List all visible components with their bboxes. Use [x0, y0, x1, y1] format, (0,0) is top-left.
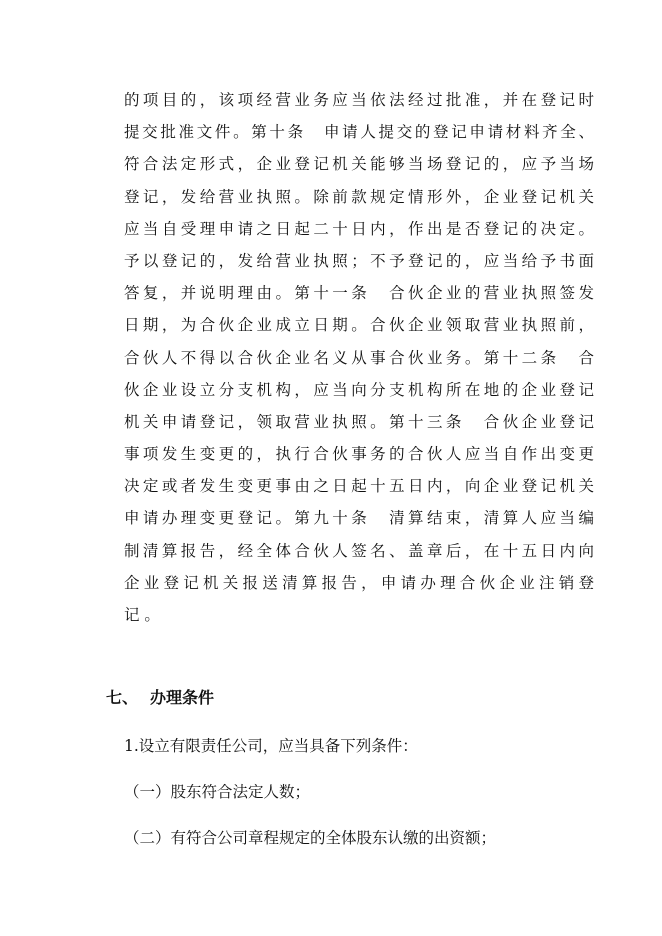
- condition-intro: 1.设立有限责任公司，应当具备下列条件：: [124, 737, 418, 755]
- paragraph-line: 制清算报告，经全体合伙人签名、盖章后，在十五日内向: [124, 541, 594, 560]
- paragraph-line: 的项目的，该项经营业务应当依法经过批准，并在登记时: [124, 91, 594, 109]
- section-heading: [106, 685, 214, 708]
- paragraph-line: 企业登记机关报送清算报告，申请办理合伙企业注销登: [124, 573, 594, 592]
- paragraph-line: 合伙人不得以合伙企业名义从事合伙业务。第十二条 合: [124, 348, 594, 367]
- paragraph-line: 答复，并说明理由。第十一条 合伙企业的营业执照签发: [124, 284, 594, 303]
- paragraph-line: 机关申请登记，领取营业执照。第十三条 合伙企业登记: [124, 412, 594, 431]
- body-paragraph: [124, 84, 594, 631]
- section-title: 办理条件: [150, 688, 215, 707]
- paragraph-line: 事项发生变更的，执行合伙事务的合伙人应当自作出变更: [124, 445, 594, 464]
- paragraph-line: 登记，发给营业执照。除前款规定情形外，企业登记机关: [124, 187, 594, 206]
- section-number: 七、: [106, 688, 139, 707]
- condition-item: （二）有符合公司章程规定的全体股东认缴的出资额；: [124, 829, 497, 847]
- paragraph-line: 记 。: [124, 606, 160, 624]
- paragraph-line: 符合法定形式，企业登记机关能够当场登记的，应予当场: [124, 155, 594, 174]
- paragraph-line: 申请办理变更登记。第九十条 清算结束，清算人应当编: [124, 509, 594, 528]
- paragraph-line: 应当自受理申请之日起二十日内，作出是否登记的决定。: [124, 219, 594, 238]
- paragraph-line: 伙企业设立分支机构，应当向分支机构所在地的企业登记: [124, 380, 594, 399]
- paragraph-line: 日期，为合伙企业成立日期。合伙企业领取营业执照前，: [124, 316, 594, 335]
- paragraph-line: 提交批准文件。第十条 申请人提交的登记申请材料齐全、: [124, 123, 594, 142]
- paragraph-line: 予以登记的，发给营业执照；不予登记的，应当给予书面: [124, 251, 594, 270]
- condition-item: （一）股东符合法定人数；: [124, 783, 311, 801]
- paragraph-line: 决定或者发生变更事由之日起十五日内，向企业登记机关: [124, 477, 594, 496]
